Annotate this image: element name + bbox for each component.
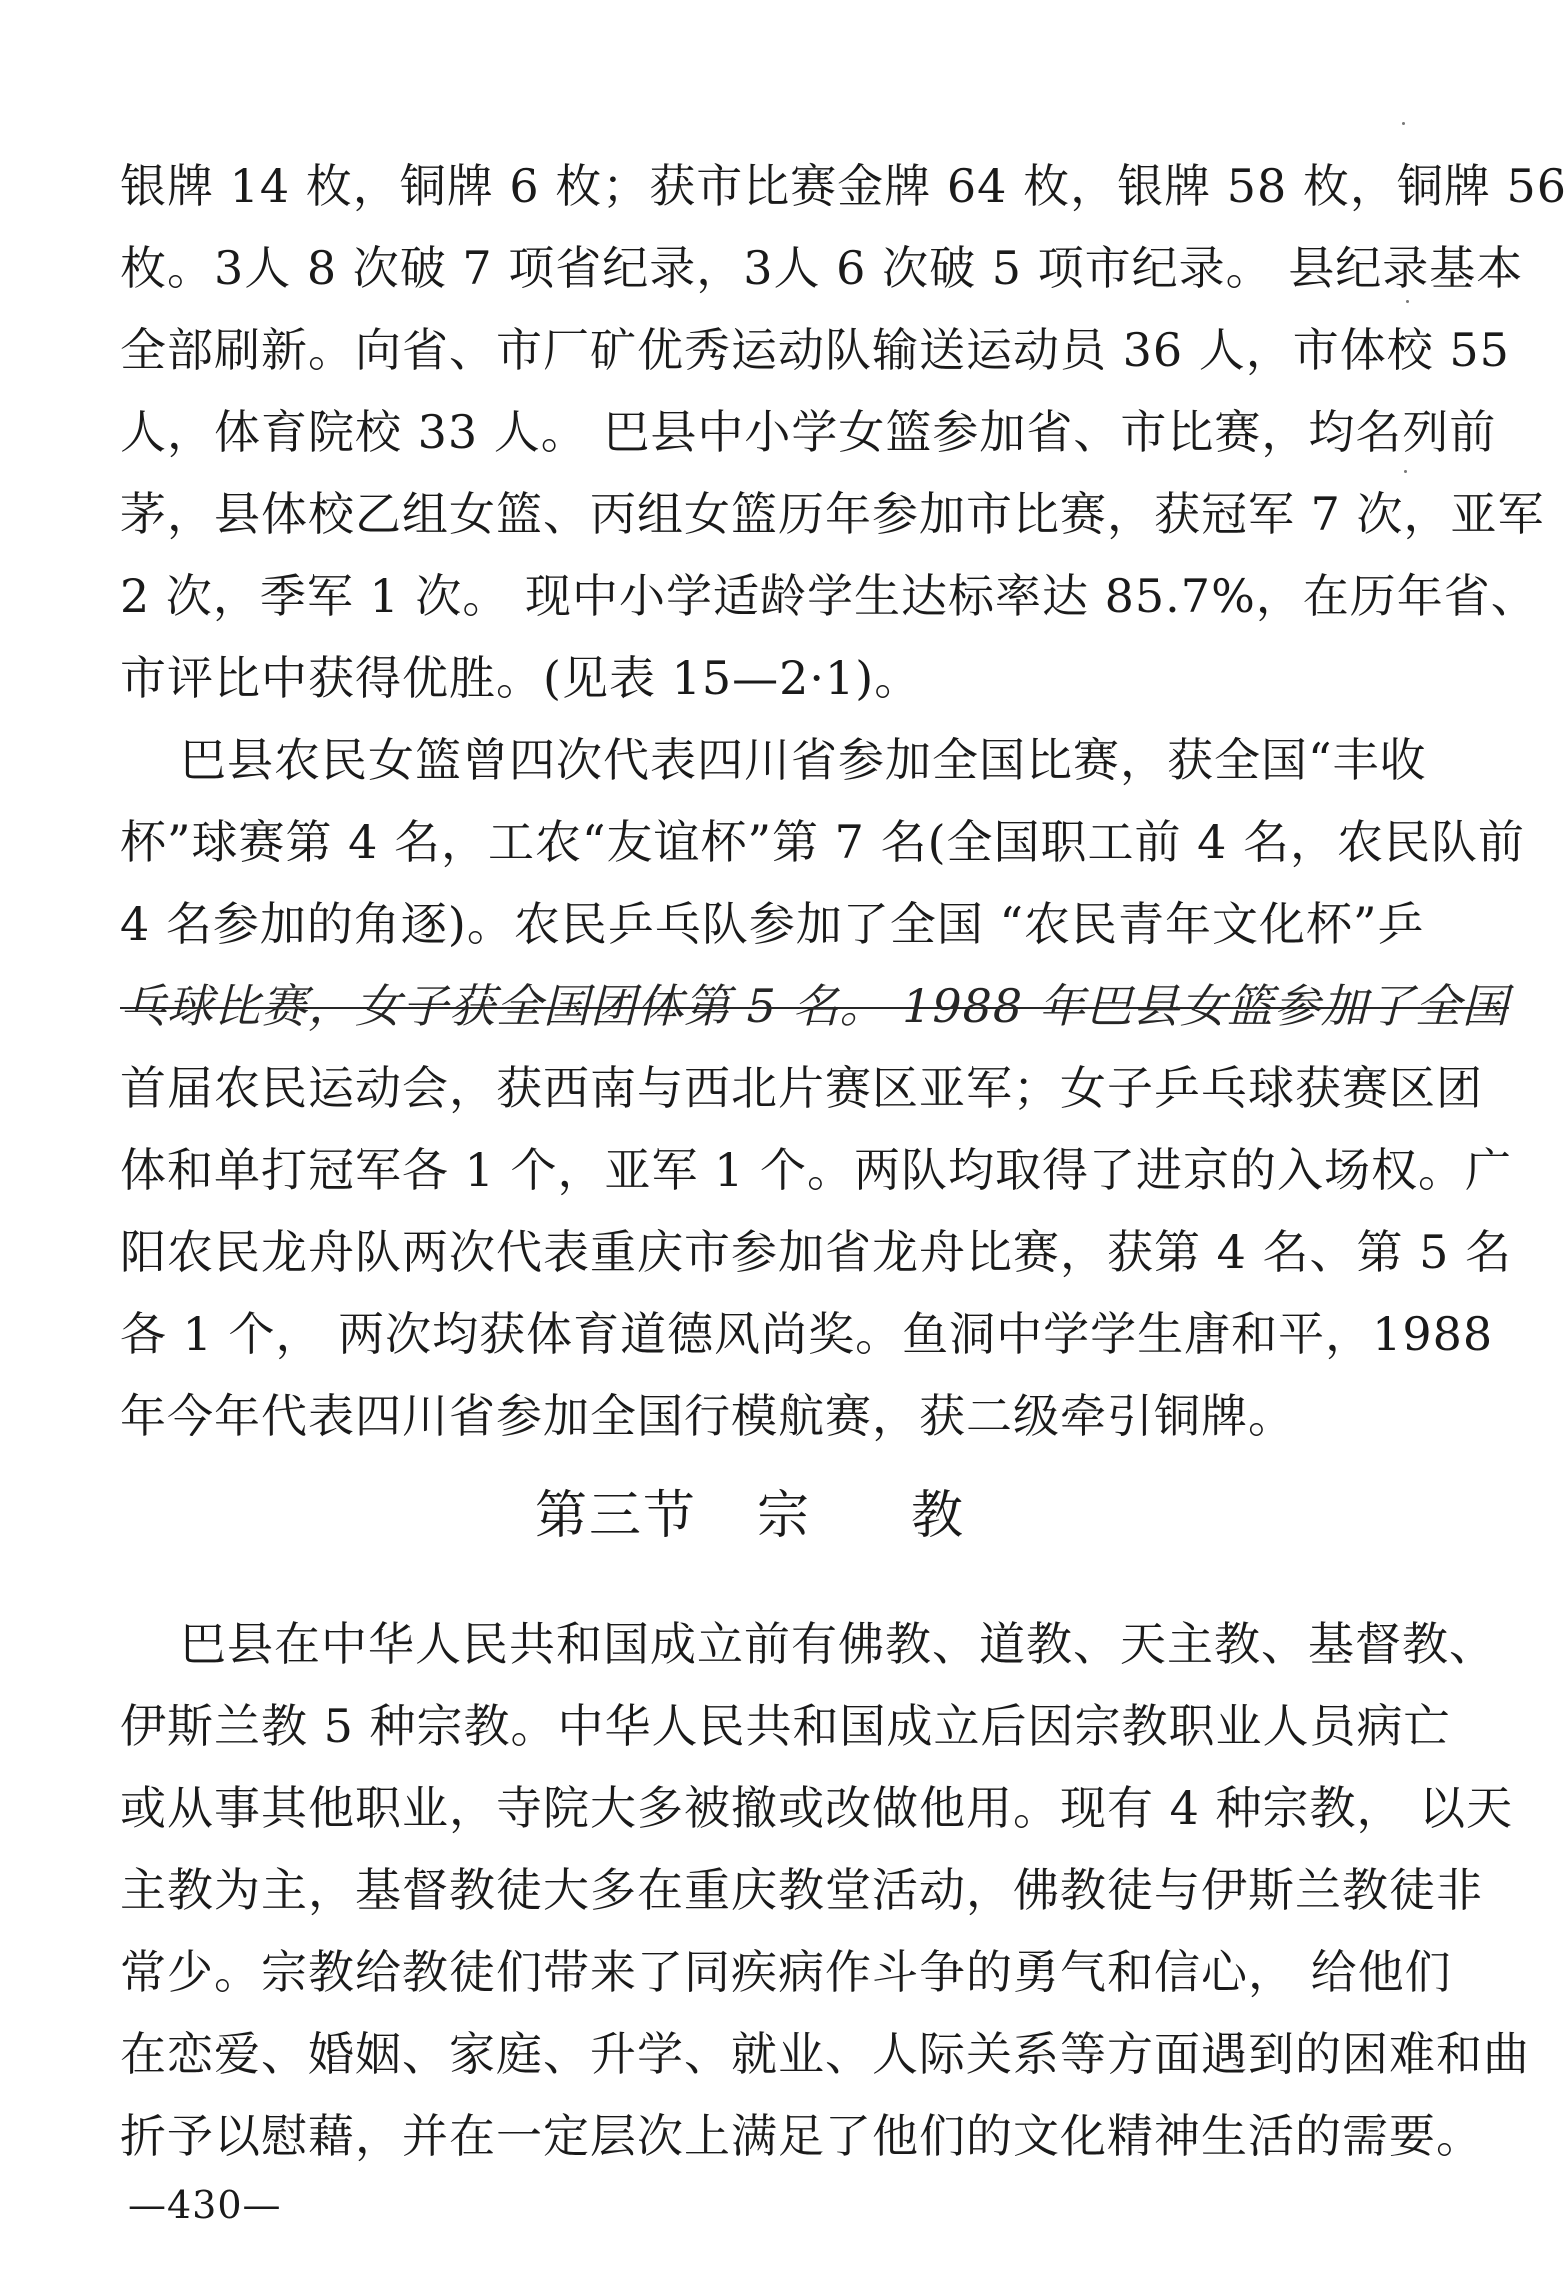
text-line: 巴县在中华人民共和国成立前有佛教、道教、天主教、基督教、: [180, 1617, 1496, 1671]
text-line: 年今年代表四川省参加全国行模航赛，获二级牵引铜牌。: [120, 1389, 1295, 1443]
section-title-char-2: 教: [911, 1486, 966, 1546]
section-heading: [0, 1476, 1500, 1556]
text-line: 人，体育院校 33 人。 巴县中小学女篮参加省、市比赛，均名列前: [120, 405, 1497, 459]
text-line: 各 1 个， 两次均获体育道德风尚奖。鱼洞中学学生唐和平，1988: [120, 1307, 1494, 1361]
text-line: 折予以慰藉，并在一定层次上满足了他们的文化精神生活的需要。: [120, 2109, 1483, 2163]
text-line: 茅，县体校乙组女篮、丙组女篮历年参加市比赛，获冠军 7 次，亚军: [120, 487, 1545, 541]
text-line: 或从事其他职业，寺院大多被撤或改做他用。现有 4 种宗教， 以天: [120, 1781, 1514, 1835]
text-line: 全部刷新。向省、市厂矿优秀运动队输送运动员 36 人，市体校 55: [120, 323, 1510, 377]
text-line: 常少。宗教给教徒们带来了同疾病作斗争的勇气和信心， 给他们: [120, 1945, 1452, 1999]
text-line: 在恋爱、婚姻、家庭、升学、就业、人际关系等方面遇到的困难和曲: [120, 2027, 1530, 2081]
scan-speck: [1402, 122, 1405, 125]
text-line: 主教为主，基督教徒大多在重庆教堂活动，佛教徒与伊斯兰教徒非: [120, 1863, 1483, 1917]
text-line: 银牌 14 枚，铜牌 6 枚；获市比赛金牌 64 枚，银牌 58 枚，铜牌 56: [120, 159, 1567, 213]
text-line: 巴县农民女篮曾四次代表四川省参加全国比赛，获全国“丰收: [180, 733, 1427, 787]
page-number: —430—: [128, 2183, 282, 2227]
text-line: 4 名参加的角逐)。农民乒乓队参加了全国 “农民青年文化杯”乒: [120, 897, 1425, 951]
text-line: 伊斯兰教 5 种宗教。中华人民共和国成立后因宗教职业人员病亡: [120, 1699, 1451, 1753]
text-line: 枚。3人 8 次破 7 项省纪录，3人 6 次破 5 项市纪录。 县纪录基本: [120, 241, 1524, 295]
text-line: 首届农民运动会，获西南与西北片赛区亚军；女子乒乓球获赛区团: [120, 1061, 1483, 1115]
smudged-text-line: 乓球比赛，女子获全国团体第 5 名。 1988 年巴县女篮参加了全国: [120, 979, 1509, 1033]
text-line: 市评比中获得优胜。(见表 15—2·1)。: [120, 651, 922, 705]
section-number: 第三节: [534, 1486, 697, 1546]
text-line: 阳农民龙舟队两次代表重庆市参加省龙舟比赛，获第 4 名、第 5 名: [120, 1225, 1513, 1279]
scan-speck: [1406, 300, 1409, 303]
section-title-char-1: 宗: [756, 1486, 811, 1546]
text-line: 杯”球赛第 4 名，工农“友谊杯”第 7 名(全国职工前 4 名，农民队前: [120, 815, 1526, 869]
text-line: 2 次，季军 1 次。 现中小学适龄学生达标率达 85.7%，在历年省、: [120, 569, 1538, 623]
scan-speck: [1404, 470, 1407, 473]
text-line: 体和单打冠军各 1 个，亚军 1 个。两队均取得了进京的入场权。广: [120, 1143, 1513, 1197]
